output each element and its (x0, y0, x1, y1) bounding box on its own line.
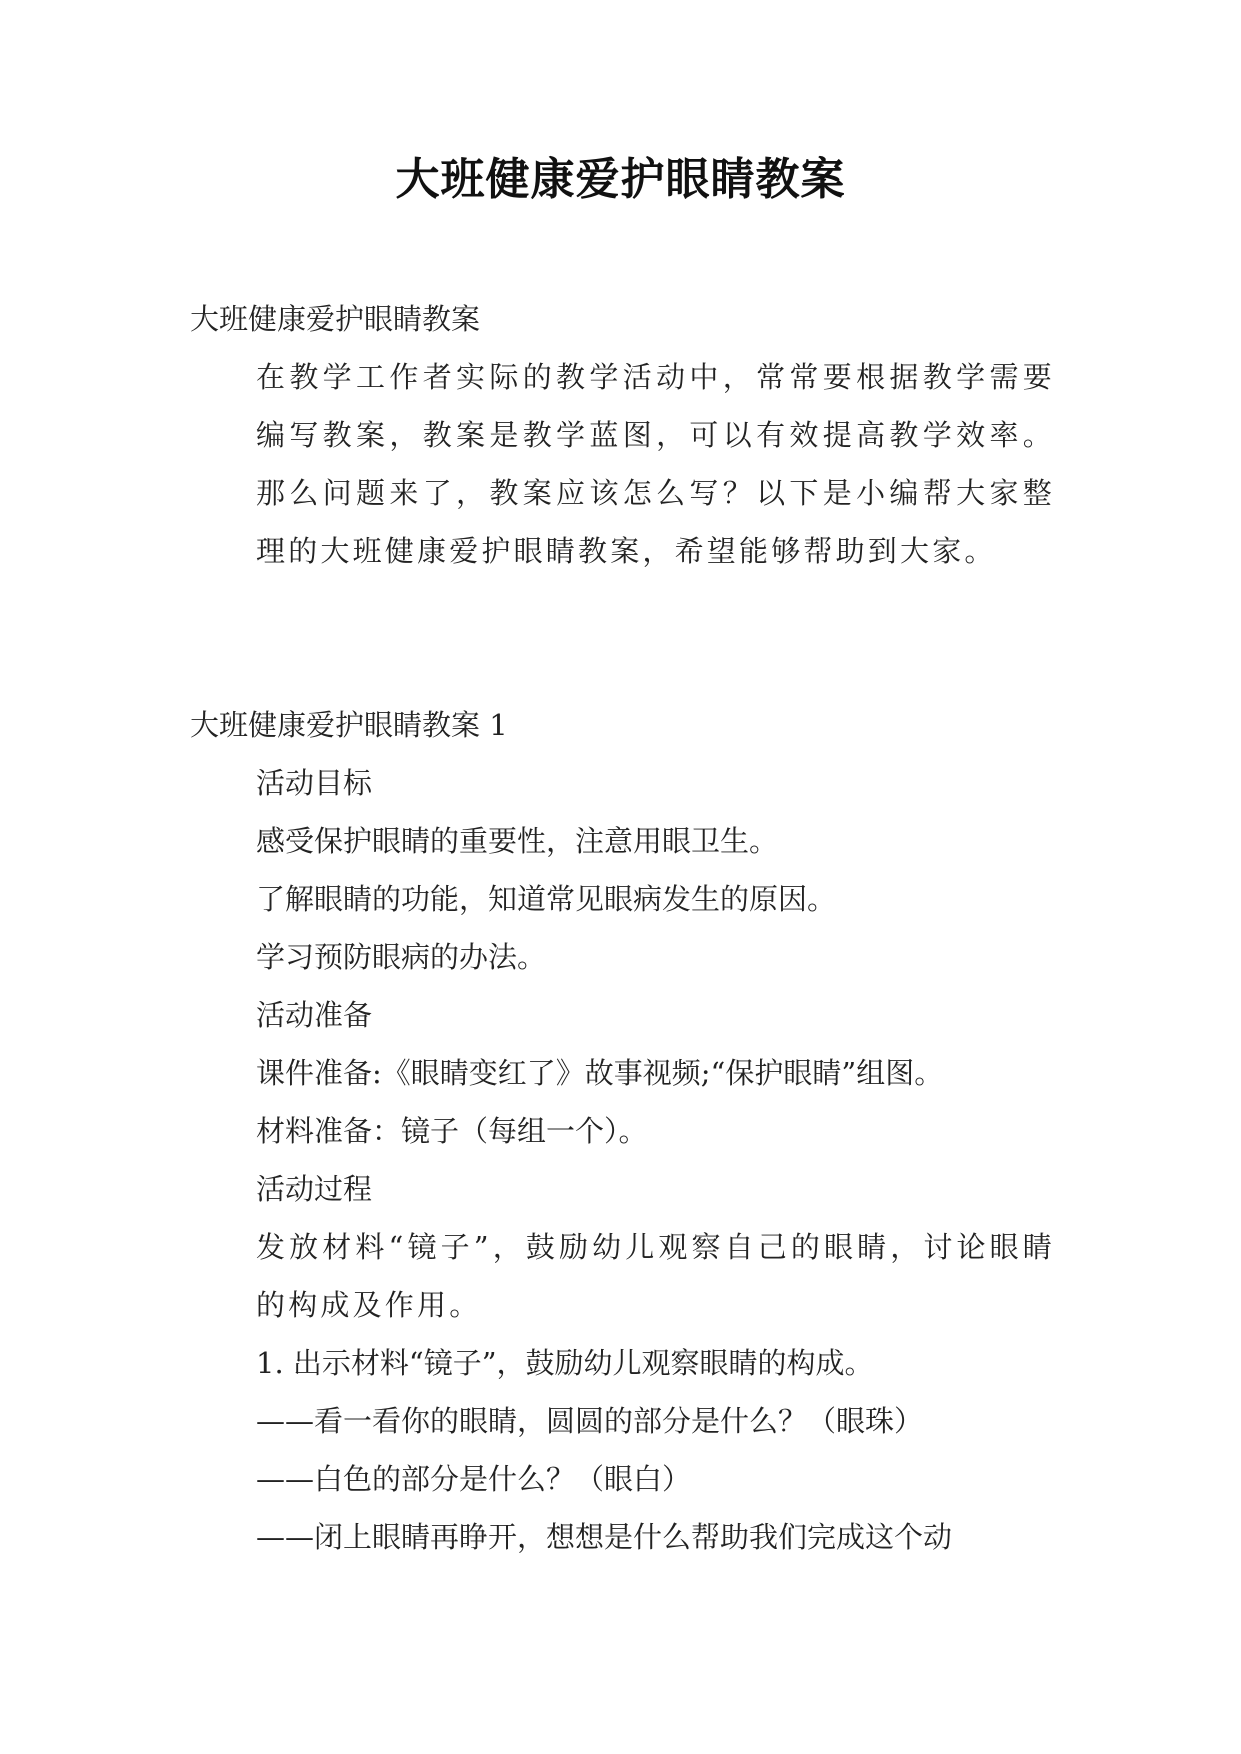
process-intro: 发放材料“镜子”，鼓励幼儿观察自己的眼睛，讨论眼睛的构成及作用。 (256, 1230, 1055, 1322)
prep-item: 材料准备：镜子（每组一个）。 (256, 1114, 648, 1148)
document-body (190, 290, 1055, 1566)
document-title: 大班健康爱护眼睛教案 (395, 154, 846, 205)
goal-item: 学习预防眼病的办法。 (256, 940, 547, 974)
intro-paragraph: 在教学工作者实际的教学活动中，常常要根据教学需要编写教案，教案是教学蓝图，可以有效提高教学效率。那么问题来了，教案应该怎么写？以下是小编帮大家整理的大班健康爱护眼睛教案，希望能够帮助到大家。 (256, 360, 1055, 568)
process-title: 活动过程 (256, 1172, 373, 1206)
question-item: ——闭上眼睛再睁开，想想是什么帮助我们完成这个动 (256, 1520, 953, 1554)
question-item: ——看一看你的眼睛，圆圆的部分是什么？（眼珠） (256, 1404, 924, 1438)
goal-item: 感受保护眼睛的重要性，注意用眼卫生。 (256, 824, 779, 858)
prep-title: 活动准备 (256, 998, 373, 1032)
intro-heading: 大班健康爱护眼睛教案 (190, 302, 481, 336)
process-step: 1. 出示材料“镜子”，鼓励幼儿观察眼睛的构成。 (256, 1346, 874, 1380)
prep-item: 课件准备:《眼睛变红了》故事视频;“保护眼睛”组图。 (256, 1056, 944, 1090)
question-item: ——白色的部分是什么？（眼白） (256, 1462, 692, 1496)
section-spacer (190, 580, 1055, 696)
section-heading: 大班健康爱护眼睛教案 1 (190, 708, 508, 742)
goal-item: 了解眼睛的功能，知道常见眼病发生的原因。 (256, 882, 837, 916)
goal-title: 活动目标 (256, 766, 373, 800)
